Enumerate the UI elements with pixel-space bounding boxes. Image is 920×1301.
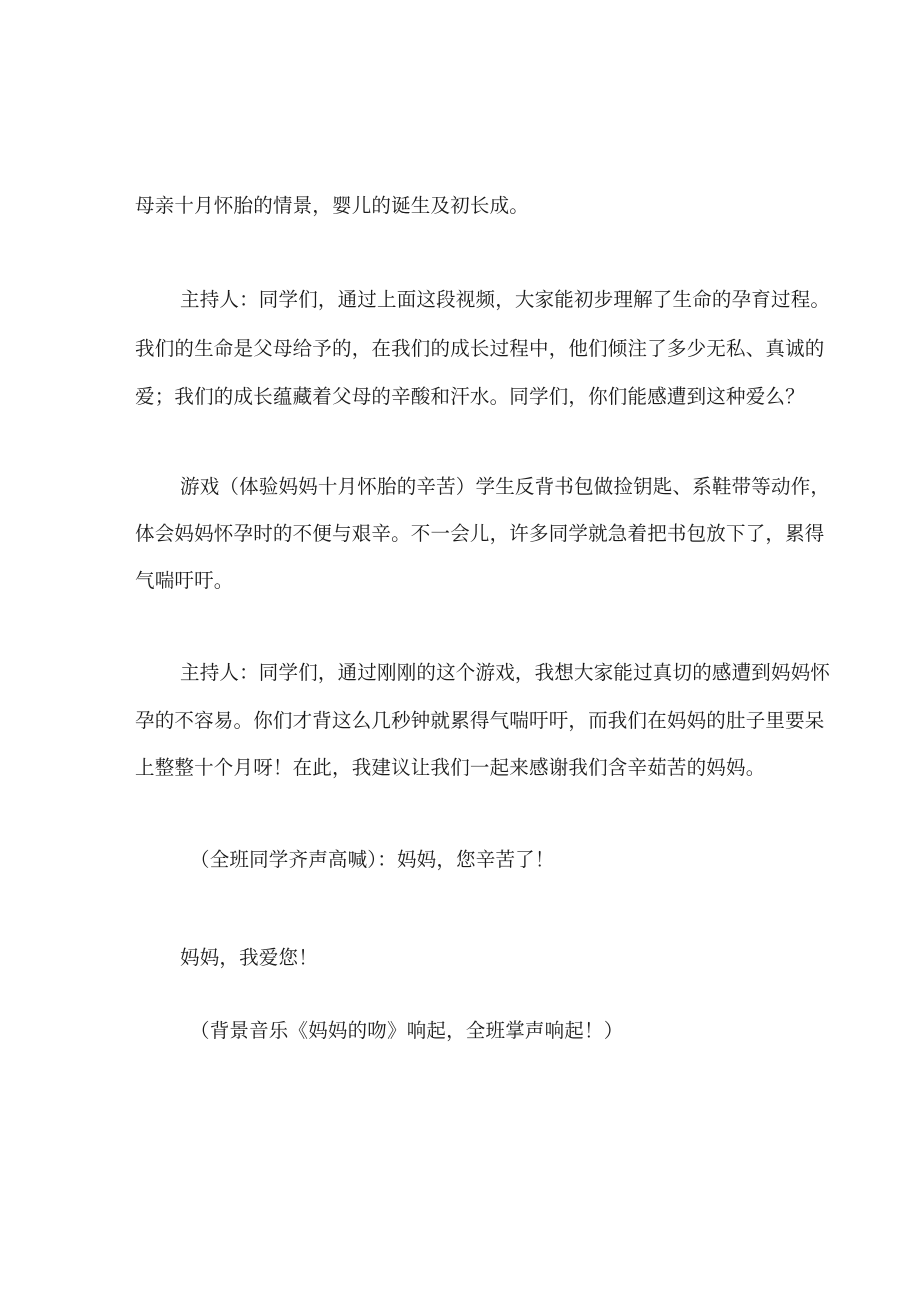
text-line: （全班同学齐声高喊）：妈妈，您辛苦了！ [190, 848, 555, 871]
text-line: 我们的生命是父母给予的，在我们的成长过程中，他们倾注了多少无私、真诚的 [135, 337, 825, 360]
text-line: 爱；我们的成长蕴藏着父母的辛酸和汗水。同学们，你们能感遭到这种爱么？ [135, 385, 805, 408]
text-line: 游戏（体验妈妈十月怀胎的辛苦）学生反背书包做捡钥匙、系鞋带等动作， [180, 475, 831, 498]
text-line: （背景音乐《妈妈的吻》响起，全班掌声响起！） [190, 1019, 624, 1042]
text-line: 上整整十个月呀！在此，我建议让我们一起来感谢我们含辛茹苦的妈妈。 [135, 756, 766, 779]
text-line: 主持人：同学们，通过刚刚的这个游戏，我想大家能过真切的感遭到妈妈怀 [180, 661, 831, 684]
text-line: 主持人：同学们，通过上面这段视频，大家能初步理解了生命的孕育过程。 [180, 288, 831, 311]
text-line: 气喘吁吁。 [135, 569, 234, 592]
text-line: 母亲十月怀胎的情景，婴儿的诞生及初长成。 [135, 194, 530, 217]
text-line: 孕的不容易。你们才背这么几秒钟就累得气喘吁吁，而我们在妈妈的肚子里要呆 [135, 709, 825, 732]
text-line: 妈妈，我爱您！ [180, 946, 318, 969]
text-line: 体会妈妈怀孕时的不便与艰辛。不一会儿，许多同学就急着把书包放下了，累得 [135, 522, 825, 545]
